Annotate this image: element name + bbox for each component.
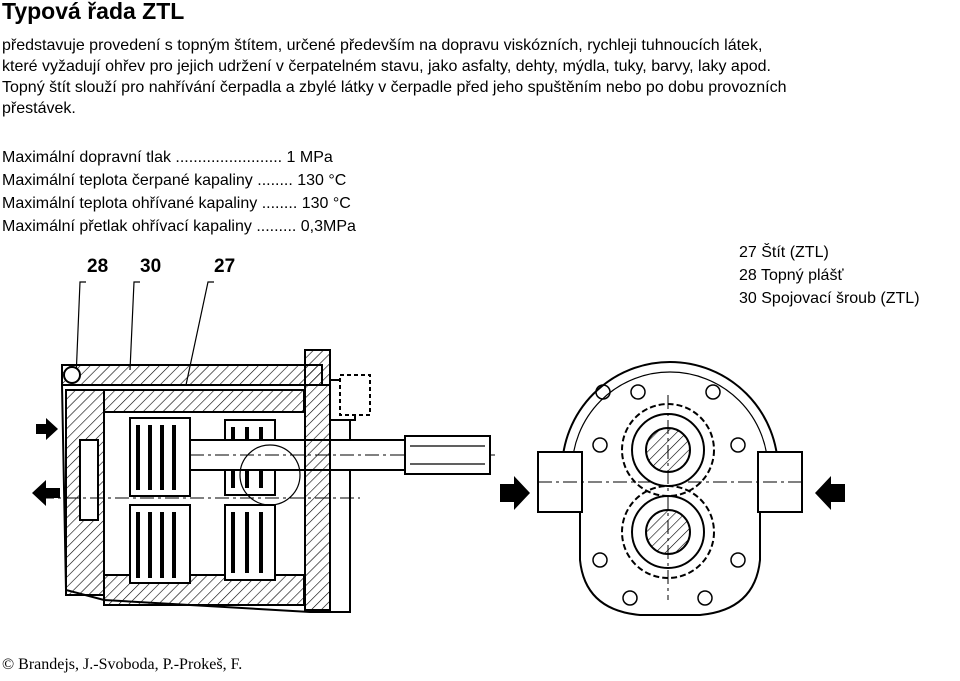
legend-item: 30 Spojovací šroub (ZTL)	[739, 290, 920, 307]
copyright-footer: © Brandejs, J.-Svoboda, P.-Prokeš, F.	[2, 656, 243, 673]
page-title: Typová řada ZTL	[2, 0, 185, 24]
parameter-line: Maximální teplota čerpané kapaliny ........ 130 °C	[2, 172, 347, 189]
intro-line: přestávek.	[2, 100, 76, 117]
parameter-line: Maximální přetlak ohřívací kapaliny ......... 0,3MPa	[2, 218, 356, 235]
parameter-line: Maximální teplota ohřívané kapaliny ........ 130 °C	[2, 195, 351, 212]
intro-line: Topný štít slouží pro nahřívání čerpadla a zbylé látky v čerpadle před jeho spuštěním nebo po dobu provozních	[2, 79, 787, 96]
gear-pump-front-view-drawing	[538, 362, 802, 615]
arrow-left-icon	[32, 480, 60, 506]
legend-item: 27 Štít (ZTL)	[739, 244, 829, 261]
intro-line: které vyžadují ohřev pro jejich udržení v čerpatelném stavu, jako asfalty, dehty, mýdla, tuky, barvy, laky apod.	[2, 58, 771, 75]
arrow-right-icon	[36, 418, 58, 440]
callout-30: 30	[140, 256, 162, 277]
callout-28: 28	[87, 256, 109, 277]
intro-line: představuje provedení s topným štítem, určené především na dopravu viskózních, rychleji tuhnoucích látek,	[2, 37, 763, 54]
arrow-left-icon	[815, 476, 845, 510]
parameter-line: Maximální dopravní tlak ........................ 1 MPa	[2, 149, 333, 166]
legend-item: 28 Topný plášť	[739, 267, 844, 284]
arrow-right-icon	[500, 476, 530, 510]
gear-pump-section-drawing	[40, 350, 495, 612]
callout-27: 27	[214, 256, 236, 277]
